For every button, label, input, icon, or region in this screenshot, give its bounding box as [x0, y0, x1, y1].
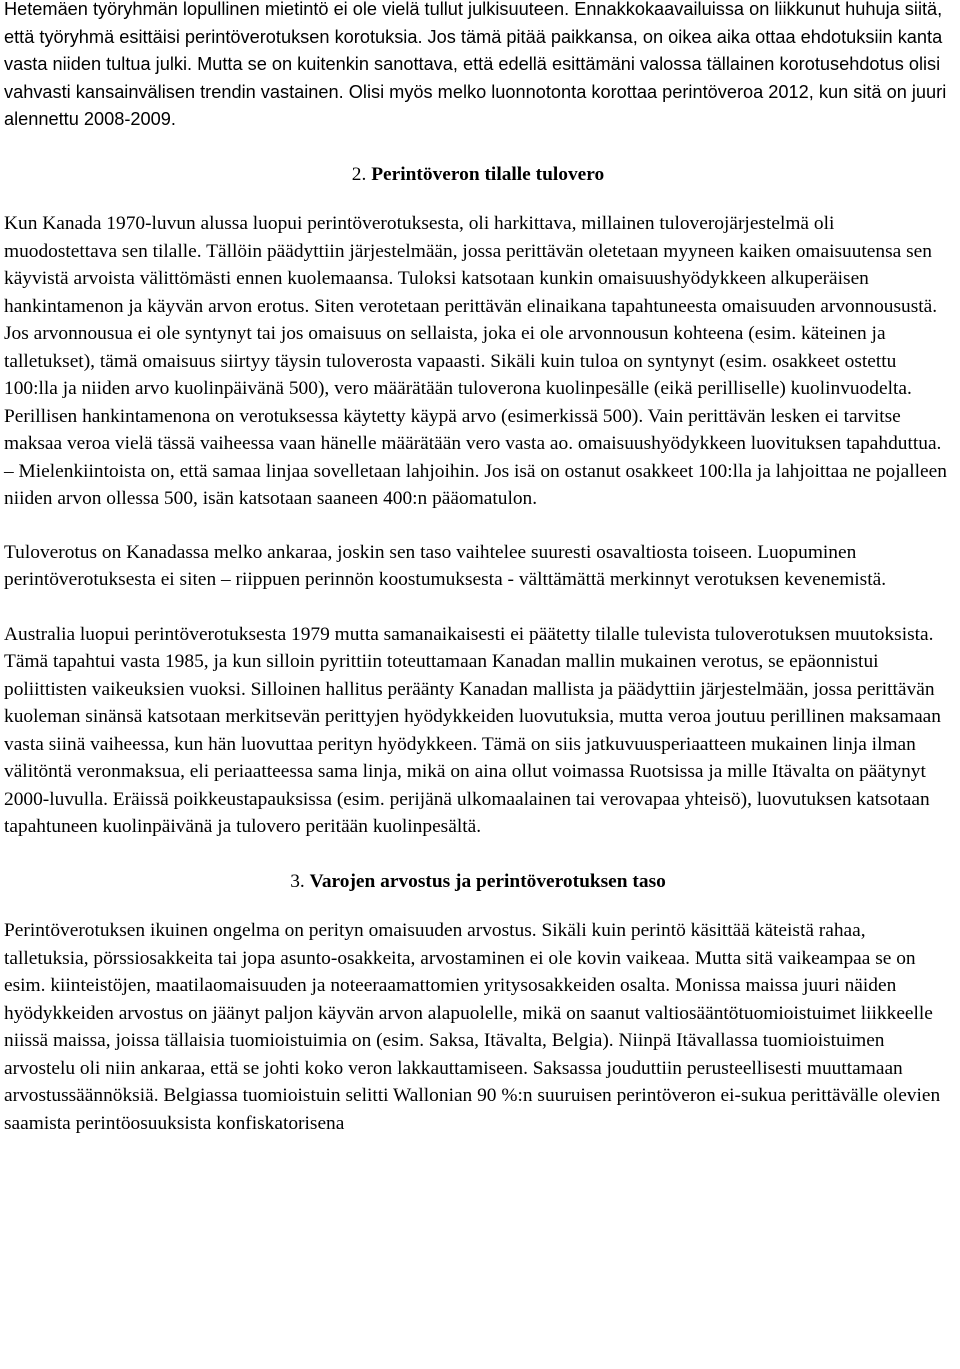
- intro-paragraph: Hetemäen työryhmän lopullinen mietintö ei ole vielä tullut julkisuuteen. Ennakkokaavailuissa on liikkunut huhuja siitä, että työryhmä esittäisi perintöverotuksen korotuksia. Jos tämä pitää paikkansa, on oikea aika ottaa ehdotuksiin kanta vasta niiden tultua julki. Mutta se on kuitenkin sanottava, että edellä esittämäni valossa tällainen korotusehdotus olisi vahvasti kansainvälisen trendin vastainen. Olisi myös melko luonnotonta korottaa perintöveroa 2012, kun sitä on juuri alennettu 2008-2009.: [4, 0, 947, 129]
- section-3-title: Varojen arvostus ja perintöverotuksen taso: [309, 870, 666, 892]
- section-3-number: 3.: [290, 870, 305, 892]
- section-2-paragraph-1: Kun Kanada 1970-luvun alussa luopui perintöverotuksesta, oli harkittava, millainen tuloverojärjestelmä oli muodostettava sen tilalle. Tällöin päädyttiin järjestelmään, jossa perittävän oletetaan myyneen kaiken omaisuutensa sen käyvistä arvoista välittömästi ennen kuolemaansa. Tuloksi katsotaan kunkin omaisuushyödykkeen alkuperäisen hankintamenon ja käyvän arvon erotus. Siten verotetaan perittävän elinaikana tapahtuneesta omaisuuden arvonnousustä. Jos arvonnousua ei ole syntynyt tai jos omaisuus on sellaista, joka ei ole arvonnousun kohteena (esim. käteinen ja talletukset), tämä omaisuus siirtyy täysin tuloverosta vapaasti. Sikäli kuin tuloa on syntynyt (esim. osakkeet ostettu 100:lla ja niiden arvo kuolinpäivänä 500), vero määrätään tuloverona kuolinpesälle (eikä perilliselle) kuolinvuodelta. Perillisen hankintamenona on verotuksessa käytetty käypä arvo (esimerkissä 500). Vain perittävän lesken ei tarvitse maksaa veroa vielä tässä vaiheessa vaan hänelle määrätään vero vasta ao. omaisuushyödykkeen luovituksen tapahduttua. – Mielenkiintoista on, että samaa linjaa sovelletaan lahjoihin. Jos isä on ostanut osakkeet 100:lla ja lahjoittaa ne pojalleen niiden arvon ollessa 500, isän katsotaan saaneen 400:n pääomatulon.: [4, 213, 947, 509]
- section-3-paragraph-1: Perintöverotuksen ikuinen ongelma on perityn omaisuuden arvostus. Sikäli kuin perintö käsittää käteistä rahaa, talletuksia, pörssiosakkeita tai jopa asunto-osakkeita, arvostaminen ei ole kovin vaikeaa. Mutta sitä vaikeampaa se on esim. kiinteistöjen, maatilaomaisuuden ja noteeraamattomien yritysosakkeiden osalta. Monissa maissa juuri näiden hyödykkeiden arvostus on jäänyt paljon käyvän arvon alapuolelle, mikä on saanut valtiosääntötuomioistuimet liikkeelle niissä maissa, joissa tällaisia tuomioistuimia on (esim. Saksa, Itävalta, Belgia). Niinpä Itävallassa tuomioistuimen arvostelu oli niin ankaraa, että se johti koko veron lakkauttamiseen. Saksassa jouduttiin perusteellisesti muuttamaan arvostussäännöksiä. Belgiassa tuomioistuin selitti Wallonian 90 %:n suuruisen perintöveron ei-sukua perittävälle olevien saamista perintöosuuksista konfiskatorisena: [4, 920, 941, 1134]
- section-2-title: Perintöveron tilalle tulovero: [371, 163, 605, 185]
- document-page: [4, 0, 952, 1137]
- section-2-paragraph-3: Australia luopui perintöverotuksesta 1979 mutta samanaikaisesti ei päätetty tilalle tulevista tuloverotuksen muutoksista. Tämä tapahtui vasta 1985, ja kun silloin pyrittiin toteuttamaan Kanadan mallin mukainen verotus, se epäonnistui poliittisten vaikeuksien vuoksi. Silloinen hallitus peräänty Kanadan mallista ja päädyttiin järjestelmään, jossa perittävän kuoleman sinänsä katsotaan merkitsevän perittyjen hyödykkeiden luovutuksia, mutta veroa joutuu perillinen maksamaan vasta siinä vaiheessa, kun hän luovuttaa perityn hyödykkeen. Tämä on siis jatkuvuusperiaatteen mukainen linja ilman välitöntä veronmaksua, eli periaatteessa sama linja, mikä on aina ollut voimassa Ruotsissa ja mille Itävalta on päätynyt 2000-luvulla. Eräissä poikkeustapauksissa (esim. perijänä ulkomaalainen tai verovapaa yhteisö), luovutuksen katsotaan tapahtuneen kuolinpäivänä ja tulovero peritään kuolinpesältä.: [4, 623, 941, 837]
- section-2-heading: [4, 161, 952, 189]
- section-2-paragraph-2: Tuloverotus on Kanadassa melko ankaraa, joskin sen taso vaihtelee suuresti osavaltiosta toiseen. Luopuminen perintöverotuksesta ei siten – riippuen perinnön koostumuksesta - välttämättä merkinnyt verotuksen kevenemistä.: [4, 541, 887, 590]
- section-2-number: 2.: [351, 163, 367, 185]
- section-3-heading: [4, 868, 952, 896]
